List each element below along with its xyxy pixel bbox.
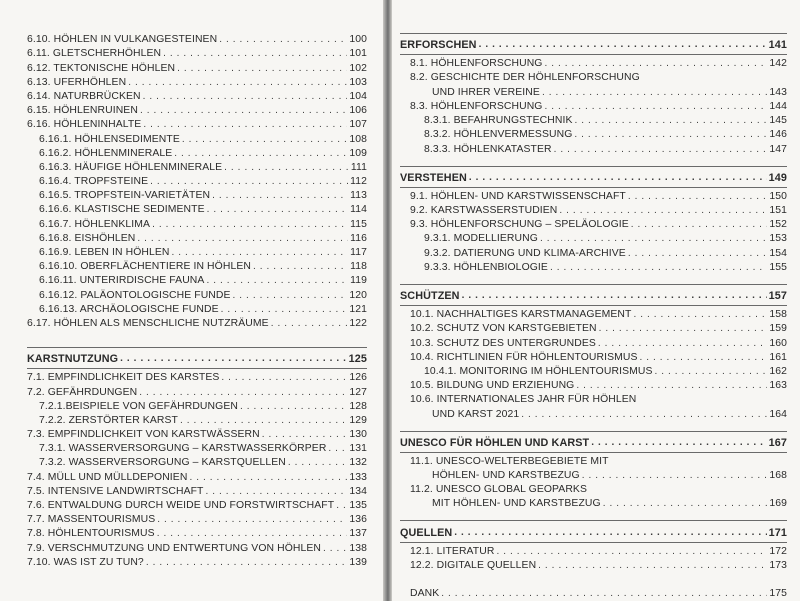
toc-entry-title: 7.1. EMPFINDLICHKEIT DES KARSTES: [27, 372, 220, 384]
toc-entry-title: 6.17. HÖHLEN ALS MENSCHLICHE NUTZRÄUME: [27, 317, 269, 329]
toc-entry-title: 9.3. HÖHLENFORSCHUNG – SPELÄOLOGIE: [410, 219, 629, 231]
toc-entry[interactable]: [400, 218, 787, 232]
dot-leader: [441, 587, 767, 601]
toc-entry-title: 7.3. EMPFINDLICHKEIT VON KARSTWÄSSERN: [27, 429, 260, 441]
dot-leader: [262, 428, 348, 442]
toc-chapter-heading[interactable]: [400, 289, 787, 303]
toc-entry[interactable]: [27, 541, 367, 555]
toc-page-number: 103: [349, 76, 367, 88]
dot-leader: [152, 218, 348, 232]
toc-entry-title: 6.10. HÖHLEN IN VULKANGESTEINEN: [27, 34, 218, 46]
toc-entry-title: 6.16.2. HÖHLENMINERALE: [39, 147, 173, 159]
toc-entry[interactable]: [27, 317, 367, 331]
section-divider: [400, 422, 787, 431]
toc-page-number: 107: [349, 119, 367, 131]
toc-page-number: 155: [769, 261, 787, 273]
toc-page-number: 168: [769, 470, 787, 482]
toc-page-number: 135: [349, 500, 367, 511]
dot-leader: [544, 100, 767, 114]
toc-page-number: 147: [769, 143, 787, 155]
toc-page-number: 129: [349, 414, 367, 426]
toc-page-number: 175: [769, 588, 787, 600]
dot-leader: [207, 203, 348, 217]
toc-entry-title: 8.3.1. BEFAHRUNGSTECHNIK: [424, 115, 573, 127]
toc-entry-title: 10.4.1. MONITORING IM HÖHLENTOURISMUS: [424, 365, 653, 377]
section-rule-bottom: [400, 305, 787, 306]
toc-entry-title: 11.1. UNESCO-WELTERBEGEBIETE MIT: [410, 455, 609, 467]
dot-leader: [206, 485, 348, 499]
toc-page-number: 144: [769, 100, 787, 112]
toc-entry-title: 8.3.3. HÖHLENKATASTER: [424, 143, 552, 155]
dot-leader: [336, 499, 347, 513]
toc-entry[interactable]: [27, 400, 367, 414]
toc-entry-title: 12.1. LITERATUR: [410, 545, 495, 557]
toc-page-number: 125: [348, 353, 367, 366]
toc-entry[interactable]: [400, 365, 787, 379]
dot-leader: [146, 556, 348, 570]
toc-entry[interactable]: [400, 393, 787, 421]
toc-entry-title-cont: UND IHRER VEREINE: [432, 86, 540, 98]
toc-entry-title: 6.16. HÖHLENINHALTE: [27, 119, 142, 131]
toc-page-number: 143: [769, 86, 787, 98]
toc-entry[interactable]: [400, 483, 787, 511]
toc-entry[interactable]: [27, 456, 367, 470]
toc-page-number: 111: [350, 161, 367, 173]
dot-leader: [271, 317, 348, 331]
toc-entry-title: 6.16.12. PALÄONTOLOGISCHE FUNDE: [39, 289, 231, 301]
dot-leader: [554, 143, 768, 157]
dot-leader: [521, 408, 767, 422]
toc-entry-title: 7.4. MÜLL UND MÜLLDEPONIEN: [27, 471, 188, 483]
toc-page-number: 154: [769, 247, 787, 259]
section-rule-bottom: [400, 187, 787, 188]
toc-entry[interactable]: [27, 33, 367, 47]
dot-leader: [120, 352, 347, 366]
toc-entry-title: DANK: [410, 588, 440, 600]
toc-page-number: 152: [769, 219, 787, 231]
toc-entry[interactable]: [400, 190, 787, 204]
chapter-title: VERSTEHEN: [400, 171, 467, 184]
dot-leader: [182, 133, 347, 147]
toc-entry-title: 6.16.5. TROPFSTEIN-VARIETÄTEN: [39, 190, 211, 202]
dot-leader: [128, 76, 347, 90]
toc-page-number: 128: [349, 400, 367, 412]
section-rule: [400, 33, 787, 34]
dot-leader: [599, 322, 768, 336]
toc-entry[interactable]: [400, 246, 787, 260]
left-toc-column: [27, 33, 367, 570]
toc-entry-title: 6.16.13. ARCHÄOLOGISCHE FUNDE: [39, 303, 219, 315]
toc-entry-title: 10.6. INTERNATIONALES JAHR FÜR HÖHLEN: [410, 394, 637, 406]
toc-entry[interactable]: [27, 76, 367, 90]
toc-page-number: 121: [349, 303, 367, 315]
dot-leader: [574, 128, 767, 142]
section-rule: [400, 520, 787, 521]
toc-page-number: 163: [769, 380, 787, 392]
toc-page-number: 104: [349, 90, 367, 102]
dot-leader: [628, 190, 767, 204]
toc-entry[interactable]: [400, 128, 787, 142]
dot-leader: [221, 303, 348, 317]
toc-page-number: 172: [769, 545, 787, 557]
chapter-title: UNESCO FÜR HÖHLEN UND KARST: [400, 436, 590, 449]
toc-entry[interactable]: [27, 189, 367, 203]
toc-entry[interactable]: [400, 100, 787, 114]
dot-leader: [172, 246, 349, 260]
toc-entry-title: 7.9. VERSCHMUTZUNG UND ENTWERTUNG VON HÖHLEN: [27, 542, 322, 554]
toc-page-number: 131: [349, 443, 367, 455]
dot-leader: [328, 442, 347, 456]
toc-page-number: 162: [769, 365, 787, 377]
dot-leader: [288, 456, 347, 470]
toc-page-number: 117: [350, 247, 367, 258]
toc-page-number: 101: [349, 48, 367, 60]
toc-page-number: 138: [349, 542, 367, 554]
dot-leader: [150, 175, 348, 189]
chapter-title: KARSTNUTZUNG: [27, 353, 119, 366]
toc-entry-title: 6.15. HÖHLENRUINEN: [27, 105, 138, 117]
dot-leader: [462, 289, 767, 303]
toc-page-number: 118: [350, 261, 367, 273]
dot-leader: [591, 436, 766, 450]
dot-leader: [143, 90, 348, 104]
section-rule: [27, 347, 367, 348]
toc-entry-title-cont: MIT HÖHLEN- UND KARSTBEZUG: [432, 498, 601, 510]
toc-entry[interactable]: [27, 246, 367, 260]
toc-entry[interactable]: [27, 217, 367, 231]
toc-entry[interactable]: [400, 261, 787, 275]
toc-entry-title: 7.3.1. WASSERVERSORGUNG – KARSTWASSERKÖRPER: [39, 443, 327, 455]
toc-page-number: 158: [769, 309, 787, 321]
toc-page-number: 100: [349, 34, 367, 46]
toc-entry[interactable]: [27, 527, 367, 541]
toc-entry[interactable]: [400, 379, 787, 393]
toc-entry-title: 7.5. INTENSIVE LANDWIRTSCHAFT: [27, 485, 204, 497]
toc-page-number: 173: [769, 560, 787, 571]
dot-leader: [221, 371, 347, 385]
dot-leader: [544, 57, 767, 71]
toc-entry[interactable]: [400, 336, 787, 350]
dot-leader: [574, 114, 767, 128]
toc-entry[interactable]: [27, 47, 367, 61]
toc-chapter-heading[interactable]: [400, 525, 787, 539]
toc-page-number: 119: [350, 275, 367, 287]
dot-leader: [540, 232, 767, 246]
section-rule: [400, 431, 787, 432]
toc-entry[interactable]: [400, 142, 787, 156]
toc-entry[interactable]: [400, 232, 787, 246]
toc-page-number: 171: [768, 526, 787, 539]
toc-entry-title: 8.3. HÖHLENFORSCHUNG: [410, 100, 543, 112]
toc-entry-title: 7.6. ENTWALDUNG DURCH WEIDE UND FORSTWIRTSCHAFT: [27, 500, 335, 511]
dot-leader: [174, 147, 347, 161]
dot-leader: [219, 33, 347, 47]
toc-entry[interactable]: [27, 513, 367, 527]
dot-leader: [654, 365, 767, 379]
toc-page-number: 102: [349, 62, 367, 74]
section-divider: [400, 157, 787, 166]
dot-leader: [212, 189, 348, 203]
toc-entry[interactable]: [27, 118, 367, 132]
dot-leader: [180, 414, 347, 428]
toc-entry[interactable]: [27, 104, 367, 118]
toc-entry-title: 6.12. TEKTONISCHE HÖHLEN: [27, 62, 176, 74]
toc-page-number: 136: [349, 514, 367, 526]
toc-entry[interactable]: [27, 90, 367, 104]
dot-leader: [143, 118, 347, 132]
dot-leader: [177, 62, 347, 76]
toc-page-number: 106: [349, 105, 367, 117]
toc-entry-title: 11.2. UNESCO GLOBAL GEOPARKS: [410, 484, 587, 496]
toc-page-number: 122: [349, 317, 367, 329]
toc-entry[interactable]: [27, 175, 367, 189]
toc-chapter-heading[interactable]: [400, 171, 787, 185]
dot-leader: [140, 104, 347, 118]
toc-entry[interactable]: [400, 308, 787, 322]
toc-entry-title: 10.1. NACHHALTIGES KARSTMANAGEMENT: [410, 309, 632, 321]
toc-page-number: 151: [769, 205, 787, 217]
toc-entry[interactable]: [27, 371, 367, 385]
dot-leader: [233, 289, 348, 303]
toc-entry-continuation: [410, 86, 787, 100]
dot-leader: [559, 204, 767, 218]
toc-entry-title: 7.8. HÖHLENTOURISMUS: [27, 528, 155, 540]
dot-leader: [137, 232, 348, 246]
toc-entry-title: 6.16.7. HÖHLENKLIMA: [39, 218, 151, 230]
toc-page-number: 126: [349, 372, 367, 384]
toc-page-number: 146: [769, 129, 787, 141]
toc-page-number: 141: [768, 39, 787, 52]
toc-entry[interactable]: [400, 204, 787, 218]
toc-page-number: 157: [768, 290, 787, 302]
toc-page-number: 120: [349, 289, 367, 301]
toc-entry[interactable]: [27, 303, 367, 317]
toc-entry-title: 6.16.10. OBERFLÄCHENTIERE IN HÖHLEN: [39, 261, 251, 273]
toc-entry-title: 6.16.9. LEBEN IN HÖHLEN: [39, 247, 170, 258]
toc-entry-title: 6.16.3. HÄUFIGE HÖHLENMINERALE: [39, 161, 223, 173]
dot-leader: [603, 497, 768, 511]
toc-page-number: 114: [350, 204, 367, 216]
dot-leader: [224, 161, 349, 175]
dot-leader: [479, 38, 767, 52]
dot-leader: [157, 513, 347, 527]
toc-entry-title: 6.16.1. HÖHLENSEDIMENTE: [39, 133, 180, 145]
chapter-title: SCHÜTZEN: [400, 290, 460, 302]
toc-entry-title: 7.2.1.BEISPIELE VON GEFÄHRDUNGEN: [39, 400, 238, 412]
dot-leader: [496, 545, 767, 559]
toc-entry-title: 7.10. WAS IST ZU TUN?: [27, 556, 144, 568]
toc-entry[interactable]: [27, 428, 367, 442]
toc-page-number: 153: [769, 233, 787, 245]
toc-entry-title: 9.3.3. HÖHLENBIOLOGIE: [424, 261, 548, 273]
dot-leader: [163, 47, 347, 61]
toc-entry[interactable]: [27, 161, 367, 175]
left-page: [0, 0, 383, 601]
dot-leader: [542, 86, 767, 100]
toc-entry[interactable]: [27, 470, 367, 484]
dot-leader: [469, 171, 767, 185]
dot-leader: [633, 308, 767, 322]
dot-leader: [550, 261, 767, 275]
toc-entry-title: 9.2. KARSTWASSERSTUDIEN: [410, 205, 558, 217]
toc-page-number: 137: [349, 528, 367, 540]
toc-page-number: 169: [769, 498, 787, 510]
toc-entry-continuation: [410, 407, 787, 421]
toc-entry[interactable]: [27, 385, 367, 399]
toc-entry-title: 10.4. RICHTLINIEN FÜR HÖHLENTOURISMUS: [410, 351, 638, 363]
dot-leader: [640, 351, 768, 365]
section-rule: [400, 284, 787, 285]
toc-entry[interactable]: [27, 556, 367, 570]
toc-entry[interactable]: [27, 147, 367, 161]
toc-chapter-heading[interactable]: [400, 38, 787, 52]
toc-page-number: 161: [769, 351, 787, 363]
toc-page-number: 164: [769, 408, 787, 420]
toc-entry-title: 7.7. MASSENTOURISMUS: [27, 514, 156, 526]
toc-page-number: 159: [769, 323, 787, 335]
toc-entry-title: 9.1. HÖHLEN- UND KARSTWISSENSCHAFT: [410, 190, 626, 202]
toc-entry-title: 9.3.1. MODELLIERUNG: [424, 233, 538, 245]
dot-leader: [240, 400, 347, 414]
toc-page-number: 134: [349, 485, 367, 497]
toc-entry[interactable]: [27, 132, 367, 146]
toc-entry[interactable]: [27, 232, 367, 246]
toc-page-number: 130: [349, 429, 367, 441]
section-rule-bottom: [400, 542, 787, 543]
toc-entry-title: 6.16.11. UNTERIRDISCHE FAUNA: [39, 275, 205, 287]
toc-page-number: 132: [349, 457, 367, 469]
toc-page-number: 113: [350, 190, 367, 202]
toc-entry-title: 6.16.4. TROPFSTEINE: [39, 176, 149, 188]
toc-entry[interactable]: [27, 288, 367, 302]
chapter-title: QUELLEN: [400, 526, 453, 539]
toc-entry[interactable]: [400, 587, 787, 601]
toc-page-number: 115: [350, 218, 367, 230]
dot-leader: [157, 527, 348, 541]
toc-entry-title: 10.3. SCHUTZ DES UNTERGRUNDES: [410, 337, 596, 349]
toc-entry[interactable]: [27, 260, 367, 274]
toc-page-number: 167: [768, 436, 787, 449]
toc-entry[interactable]: [400, 545, 787, 559]
toc-entry[interactable]: [400, 351, 787, 365]
dot-leader: [631, 218, 768, 232]
toc-entry-title: 8.3.2. HÖHLENVERMESSUNG: [424, 129, 573, 141]
dot-leader: [454, 526, 766, 540]
toc-entry[interactable]: [400, 57, 787, 71]
toc-entry-title: 7.3.2. WASSERVERSORGUNG – KARSTQUELLEN: [39, 457, 286, 469]
toc-entry-title-cont: HÖHLEN- UND KARSTBEZUG: [432, 470, 580, 482]
section-divider: [400, 511, 787, 520]
toc-entry[interactable]: [400, 322, 787, 336]
toc-page-number: 142: [769, 58, 787, 70]
dot-leader: [189, 471, 347, 485]
toc-page-number: 116: [350, 232, 367, 244]
toc-entry[interactable]: [400, 559, 787, 573]
toc-entry-continuation: [410, 497, 787, 511]
toc-spacer: [400, 573, 787, 587]
toc-entry[interactable]: [27, 414, 367, 428]
dot-leader: [582, 469, 768, 483]
section-divider: [400, 275, 787, 284]
dot-leader: [139, 386, 347, 400]
right-page: [392, 0, 800, 601]
toc-page-number: 109: [349, 147, 367, 159]
dot-leader: [538, 559, 767, 573]
toc-entry-title: 7.2.2. ZERSTÖRTER KARST: [39, 414, 178, 426]
section-rule-bottom: [400, 54, 787, 55]
section-divider: [27, 331, 367, 347]
toc-entry[interactable]: [400, 455, 787, 483]
toc-entry[interactable]: [27, 485, 367, 499]
toc-page-number: 160: [769, 337, 787, 349]
toc-entry[interactable]: [27, 499, 367, 513]
toc-entry-title: 10.2. SCHUTZ VON KARSTGEBIETEN: [410, 323, 597, 335]
dot-leader: [323, 542, 347, 556]
right-toc-column: [400, 33, 787, 601]
section-rule: [400, 166, 787, 167]
toc-entry-title: 10.5. BILDUNG UND ERZIEHUNG: [410, 380, 575, 392]
toc-page-number: 150: [769, 190, 787, 202]
toc-entry[interactable]: [400, 114, 787, 128]
toc-entry-title: 12.2. DIGITALE QUELLEN: [410, 560, 537, 571]
toc-page-number: 127: [349, 386, 367, 398]
toc-entry-title: 8.1. HÖHLENFORSCHUNG: [410, 58, 543, 70]
dot-leader: [628, 247, 768, 261]
toc-entry-title: 6.11. GLETSCHERHÖHLEN: [27, 48, 162, 60]
toc-entry[interactable]: [27, 203, 367, 217]
toc-entry-title: 9.3.2. DATIERUNG UND KLIMA-ARCHIVE: [424, 247, 626, 259]
section-rule-bottom: [27, 368, 367, 369]
dot-leader: [576, 379, 767, 393]
toc-page-number: 139: [349, 556, 367, 568]
toc-entry-title-cont: UND KARST 2021: [432, 408, 520, 420]
toc-entry[interactable]: [400, 71, 787, 99]
toc-entry-title: 6.16.6. KLASTISCHE SEDIMENTE: [39, 204, 205, 216]
dot-leader: [598, 337, 767, 351]
toc-entry-title: 6.13. UFERHÖHLEN: [27, 76, 127, 88]
toc-chapter-heading[interactable]: [400, 436, 787, 450]
toc-entry-title: 8.2. GESCHICHTE DER HÖHLENFORSCHUNG: [410, 72, 640, 84]
toc-entry-continuation: [410, 469, 787, 483]
toc-entry[interactable]: [27, 442, 367, 456]
toc-page-number: 149: [768, 171, 787, 184]
toc-page-number: 145: [769, 115, 787, 127]
book-gutter: [383, 0, 392, 601]
toc-entry-title: 7.2. GEFÄHRDUNGEN: [27, 386, 138, 398]
toc-entry[interactable]: [27, 274, 367, 288]
dot-leader: [206, 274, 348, 288]
toc-entry-title: 6.14. NATURBRÜCKEN: [27, 90, 141, 102]
dot-leader: [253, 260, 348, 274]
toc-page-number: 112: [350, 176, 367, 188]
toc-page-number: 108: [349, 133, 367, 145]
toc-entry[interactable]: [27, 61, 367, 75]
section-rule-bottom: [400, 452, 787, 453]
toc-page-number: 133: [349, 471, 367, 483]
toc-chapter-heading[interactable]: [27, 352, 367, 366]
chapter-title: ERFORSCHEN: [400, 39, 477, 52]
toc-entry-title: 6.16.8. EISHÖHLEN: [39, 232, 136, 244]
